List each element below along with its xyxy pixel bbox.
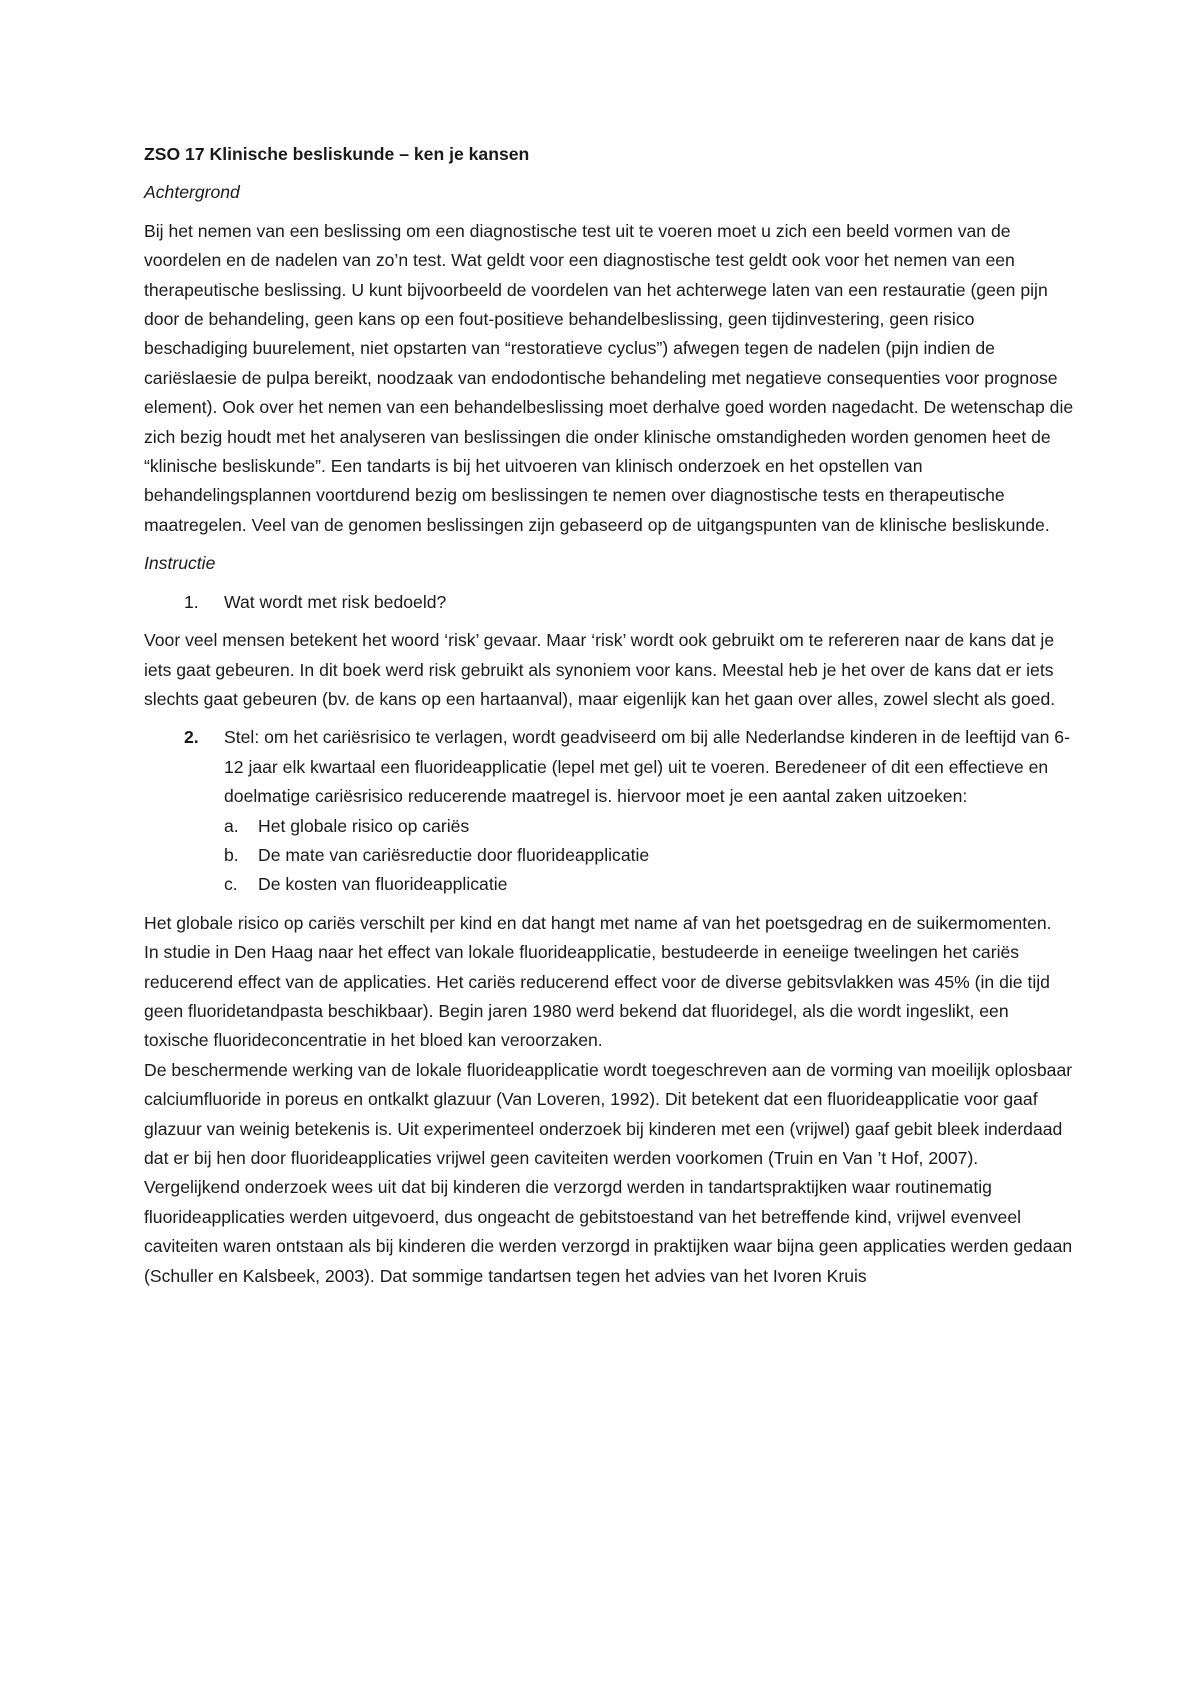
- subitem-letter: b.: [224, 844, 239, 865]
- subitem-letter: c.: [224, 874, 238, 895]
- answer-2-paragraph-3: De beschermende werking van de lokale fluorideapplicatie wordt toegeschreven aan de vorming van moeilijk oplosbaar calciumfluoride in poreus en ontkalkt glazuur (Van Loveren, 1992). Dit betekent dat een fluorideapplicatie voor gaaf glazuur van weinig betekenis is. Uit experimenteel onderzoek bij kinderen met een (vrijwel) gaaf gebit bleek inderdaad dat er bij hen door fluorideapplicaties vrijwel geen caviteiten werden voorkomen (Truin en Van ’t Hof, 2007). Vergelijkend onderzoek wees uit dat bij kinderen die verzorgd werden in tandartspraktijken waar routinematig fluorideapplicaties werden uitgevoerd, dus ongeacht de gebitstoestand van het betreffende kind, vrijwel evenveel caviteiten waren ontstaan als bij kinderen die werden verzorgd in praktijken waar bijna geen applicaties werden gedaan (Schuller en Kalsbeek, 2003). Dat sommige tandartsen tegen het advies van het Ivoren Kruis: [144, 1059, 1073, 1286]
- answer-2-paragraph-2: In studie in Den Haag naar het effect van lokale fluorideapplicatie, bestudeerde in eeneiige tweelingen het cariës reducerend effect van de applicaties. Het cariës reducerend effect voor de diverse gebitsvlakken was 45% (in die tijd geen fluoridetandpasta beschikbaar). Begin jaren 1980 werd bekend dat fluoridegel, als die wordt ingeslikt, een toxische fluorideconcentratie in het bloed kan veroorzaken.: [144, 942, 1050, 1051]
- list-item: [224, 870, 1074, 899]
- background-heading: Achtergrond: [144, 182, 240, 203]
- question-1-number: 1.: [184, 591, 199, 612]
- background-paragraph: Bij het nemen van een beslissing om een diagnostische test uit te voeren moet u zich een beeld vormen van de voordelen en de nadelen van zo’n test. Wat geldt voor een diagnostische test geldt ook voor het nemen van een therapeutische beslissing. U kunt bijvoorbeeld de voordelen van het achterwege laten van een restauratie (geen pijn door de behandeling, geen kans op een fout-positieve behandelbeslissing, geen tijdinvestering, geen risico beschadiging buurelement, niet opstarten van “restoratieve cyclus”) afwegen tegen de nadelen (pijn indien de cariëslaesie de pulpa bereikt, noodzaak van endodontische behandeling met negatieve consequenties voor prognose element). Ook over het nemen van een behandelbeslissing moet derhalve goed worden nagedacht. De wetenschap die zich bezig houdt met het analyseren van beslissingen die onder klinische omstandigheden worden genomen heet de “klinische besliskunde”. Een tandarts is bij het uitvoeren van klinisch onderzoek en het opstellen van behandelingsplannen voortdurend bezig om beslissingen te nemen over diagnostische tests en therapeutische maatregelen. Veel van de genomen beslissingen zijn gebaseerd op de uitgangspunten van de klinische besliskunde.: [144, 220, 1074, 535]
- question-2-text: Stel: om het cariësrisico te verlagen, wordt geadviseerd om bij alle Nederlandse kinderen in de leeftijd van 6-12 jaar elk kwartaal een fluorideapplicatie (lepel met gel) uit te voeren. Beredeneer of dit een effectieve en doelmatige cariësrisico reducerende maatregel is. hiervoor moet je een aantal zaken uitzoeken:: [224, 727, 1070, 807]
- subitem-text: De mate van cariësreductie door fluorideapplicatie: [258, 844, 650, 865]
- question-1-text: Wat wordt met risk bedoeld?: [224, 591, 447, 612]
- subitem-text: De kosten van fluorideapplicatie: [258, 874, 508, 895]
- answer-2-paragraph-1: Het globale risico op cariës verschilt per kind en dat hangt met name af van het poetsgedrag en de suikermomenten.: [144, 912, 1052, 933]
- subitem-text: Het globale risico op cariës: [258, 815, 470, 836]
- subitem-letter: a.: [224, 815, 239, 836]
- list-item: [224, 841, 1074, 870]
- document-title: ZSO 17 Klinische besliskunde – ken je kansen: [144, 144, 530, 164]
- document-page: [144, 140, 1074, 1291]
- question-2-number: 2.: [184, 727, 199, 748]
- instruction-heading: Instructie: [144, 553, 216, 574]
- list-item: [224, 812, 1074, 841]
- question-2-subitems: [224, 812, 1074, 900]
- answer-1-paragraph: Voor veel mensen betekent het woord ‘risk’ gevaar. Maar ‘risk’ wordt ook gebruikt om te refereren naar de kans dat je iets gaat gebeuren. In dit boek werd risk gebruikt als synoniem voor kans. Meestal heb je het over de kans dat er iets slechts gaat gebeuren (bv. de kans op een hartaanval), maar eigenlijk kan het gaan over alles, zowel slecht als goed.: [144, 630, 1056, 709]
- question-1: [144, 588, 1074, 617]
- question-2: [144, 723, 1074, 899]
